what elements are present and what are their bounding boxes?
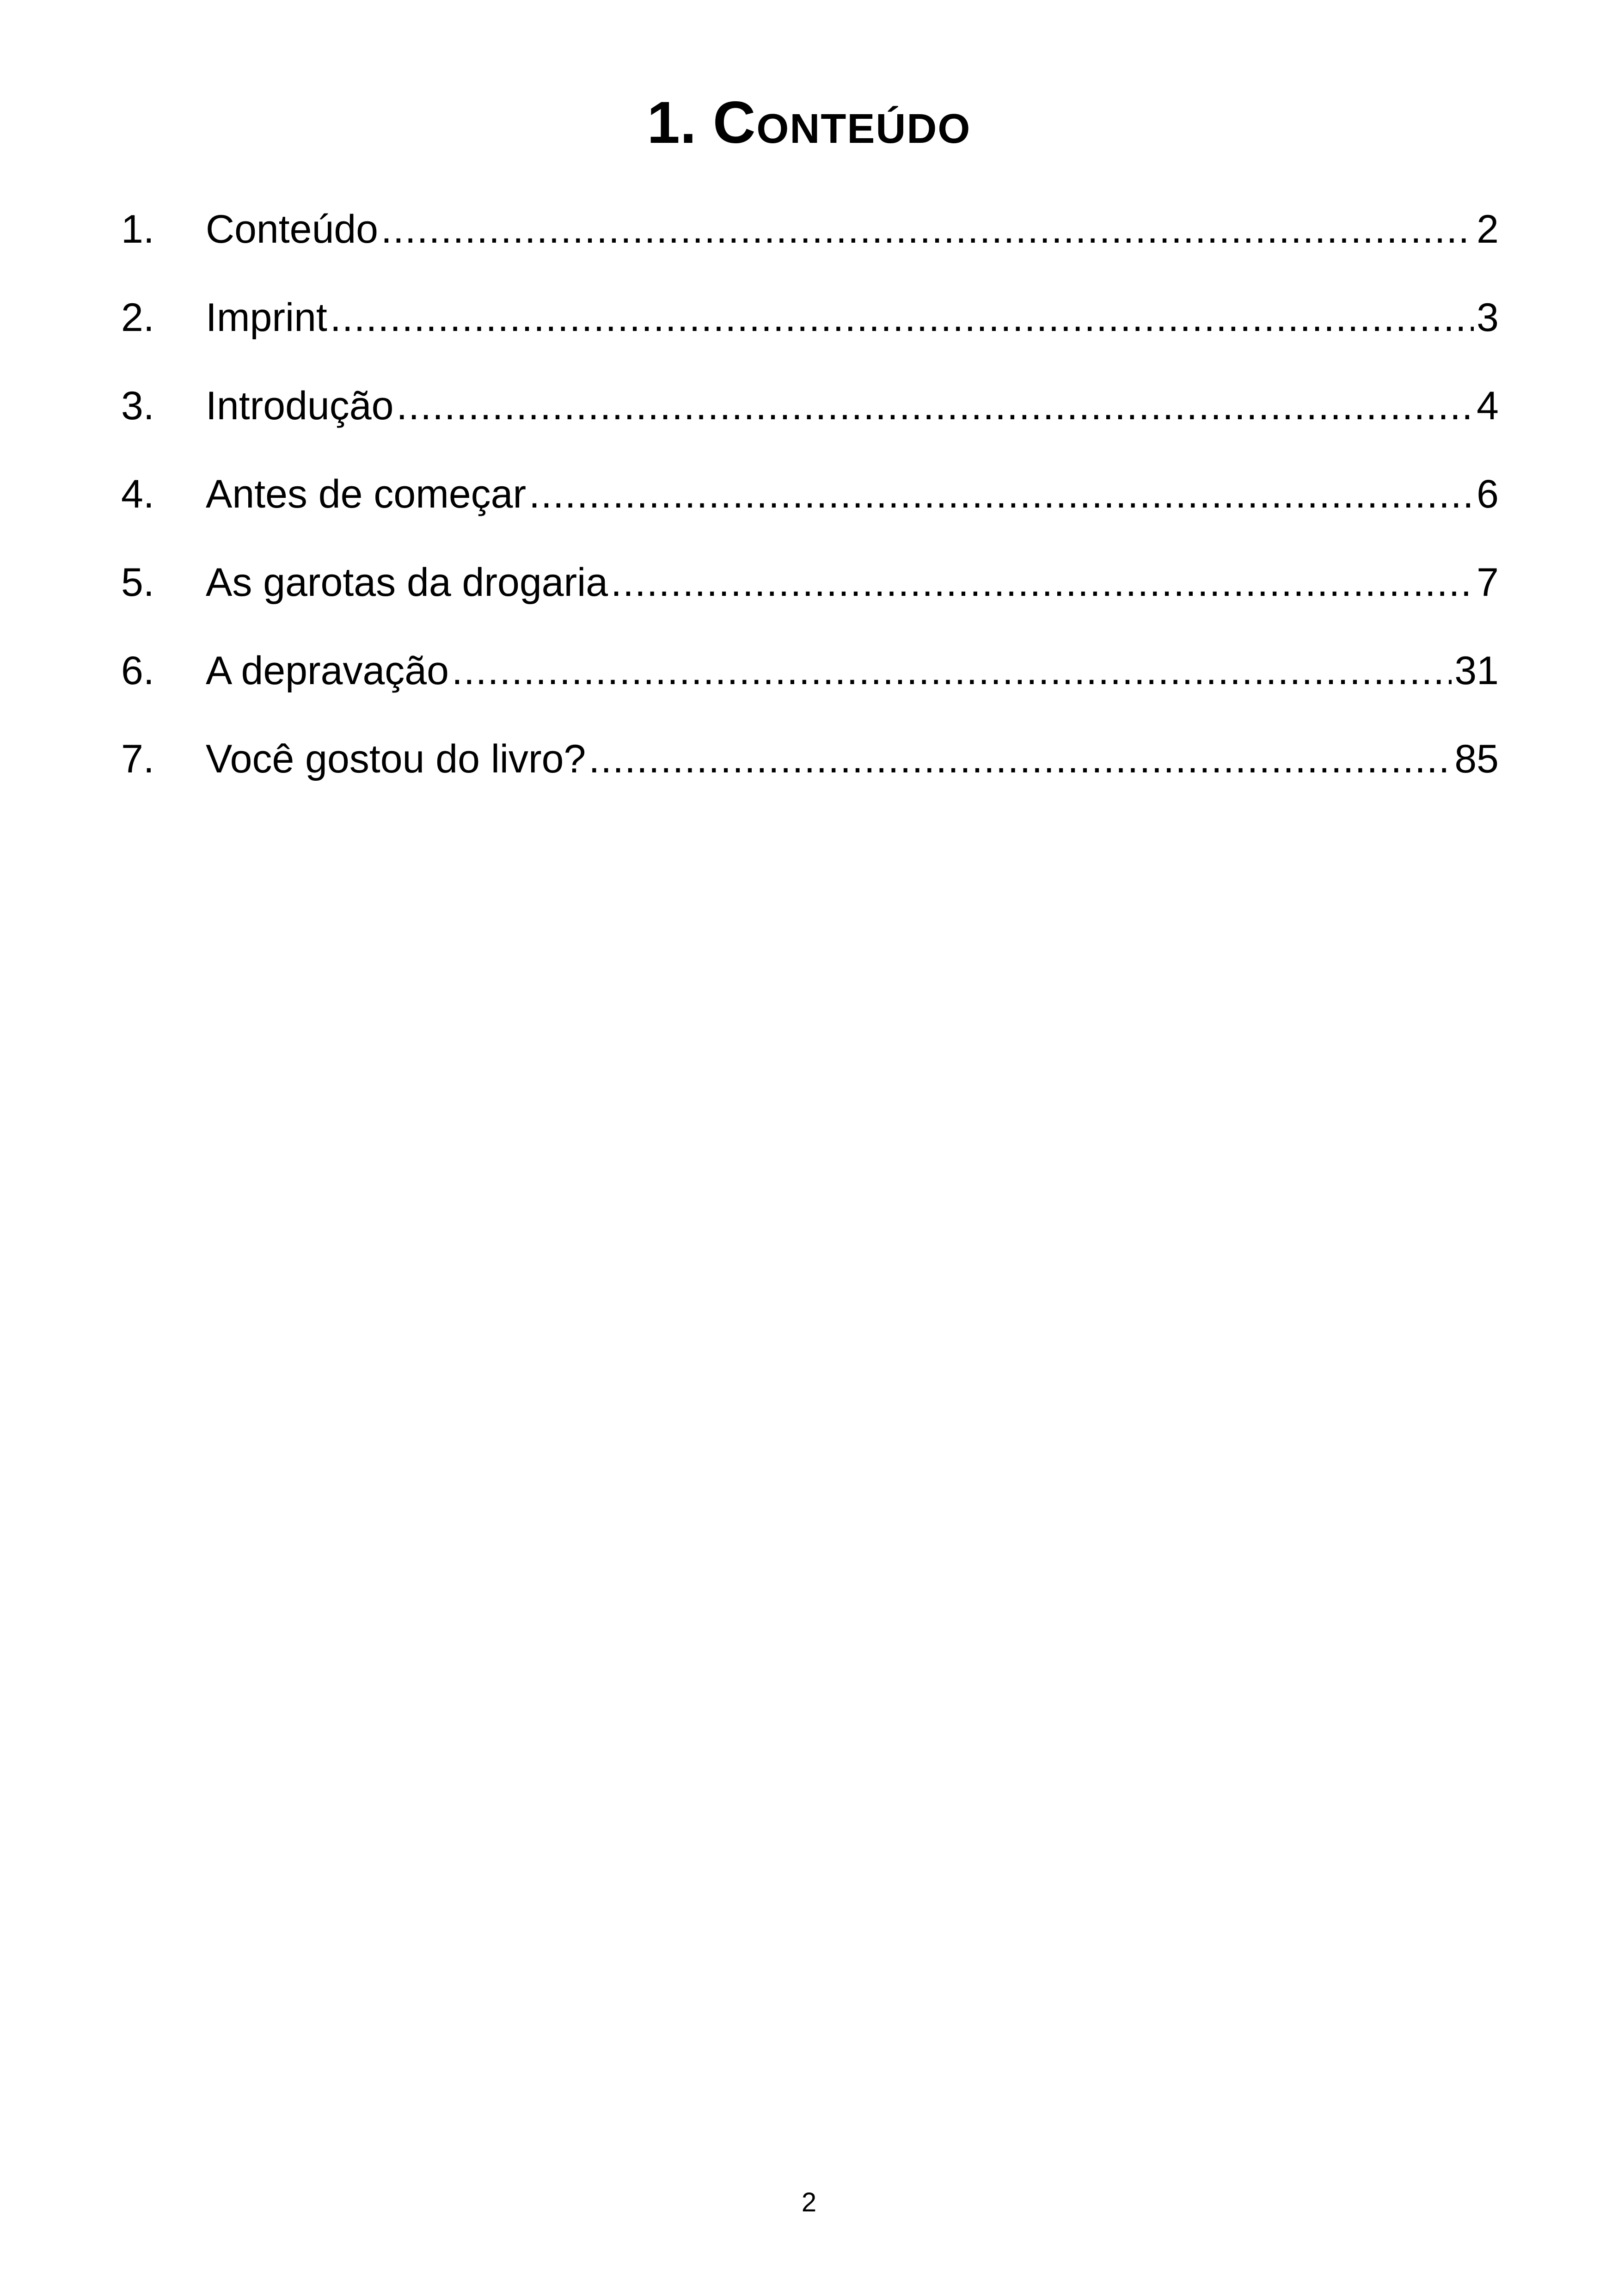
toc-entry-page[interactable]: 3 (1477, 295, 1499, 340)
toc-dot-leader (452, 643, 1452, 698)
toc-entry-number: 4. (121, 471, 154, 516)
toc-dot-leader (381, 202, 1474, 257)
toc-entry-page[interactable]: 85 (1454, 736, 1499, 781)
toc-entry-title[interactable]: Antes de começar (206, 471, 527, 516)
toc-entry-number: 1. (121, 207, 154, 251)
toc-entry[interactable] (121, 273, 1499, 361)
toc-entry-title[interactable]: Conteúdo (206, 207, 378, 251)
page-title-number: 1. (647, 90, 697, 156)
toc-dot-leader (611, 555, 1474, 610)
toc-entry[interactable] (121, 185, 1499, 273)
toc-entry-number: 7. (121, 736, 154, 781)
toc-entry-page[interactable]: 7 (1477, 560, 1499, 605)
toc-entry-title[interactable]: Introdução (206, 383, 394, 428)
toc-entry-title[interactable]: Imprint (206, 295, 327, 340)
toc-entry[interactable] (121, 361, 1499, 450)
toc-entry[interactable] (121, 450, 1499, 538)
toc-entry-title[interactable]: As garotas da drogaria (206, 560, 608, 605)
toc-entry-page[interactable]: 6 (1477, 471, 1499, 516)
toc-dot-leader (529, 466, 1474, 522)
toc-dot-leader (330, 290, 1474, 345)
toc-entry-number: 2. (121, 295, 154, 340)
page-title (0, 86, 1618, 160)
page-title-text: Conteúdo (712, 90, 971, 156)
toc-entry-title[interactable]: A depravação (206, 648, 449, 693)
table-of-contents (121, 185, 1499, 803)
toc-entry-number: 5. (121, 560, 154, 605)
toc-entry-page[interactable]: 2 (1477, 207, 1499, 251)
page-number: 2 (801, 2187, 817, 2217)
toc-entry-number: 6. (121, 648, 154, 693)
toc-entry[interactable] (121, 626, 1499, 715)
toc-entry-page[interactable]: 31 (1454, 648, 1499, 693)
toc-entry[interactable] (121, 715, 1499, 803)
toc-entry-number: 3. (121, 383, 154, 428)
toc-dot-leader (396, 378, 1474, 434)
toc-dot-leader (588, 731, 1452, 787)
toc-entry[interactable] (121, 538, 1499, 626)
toc-entry-page[interactable]: 4 (1477, 383, 1499, 428)
toc-entry-title[interactable]: Você gostou do livro? (206, 736, 586, 781)
